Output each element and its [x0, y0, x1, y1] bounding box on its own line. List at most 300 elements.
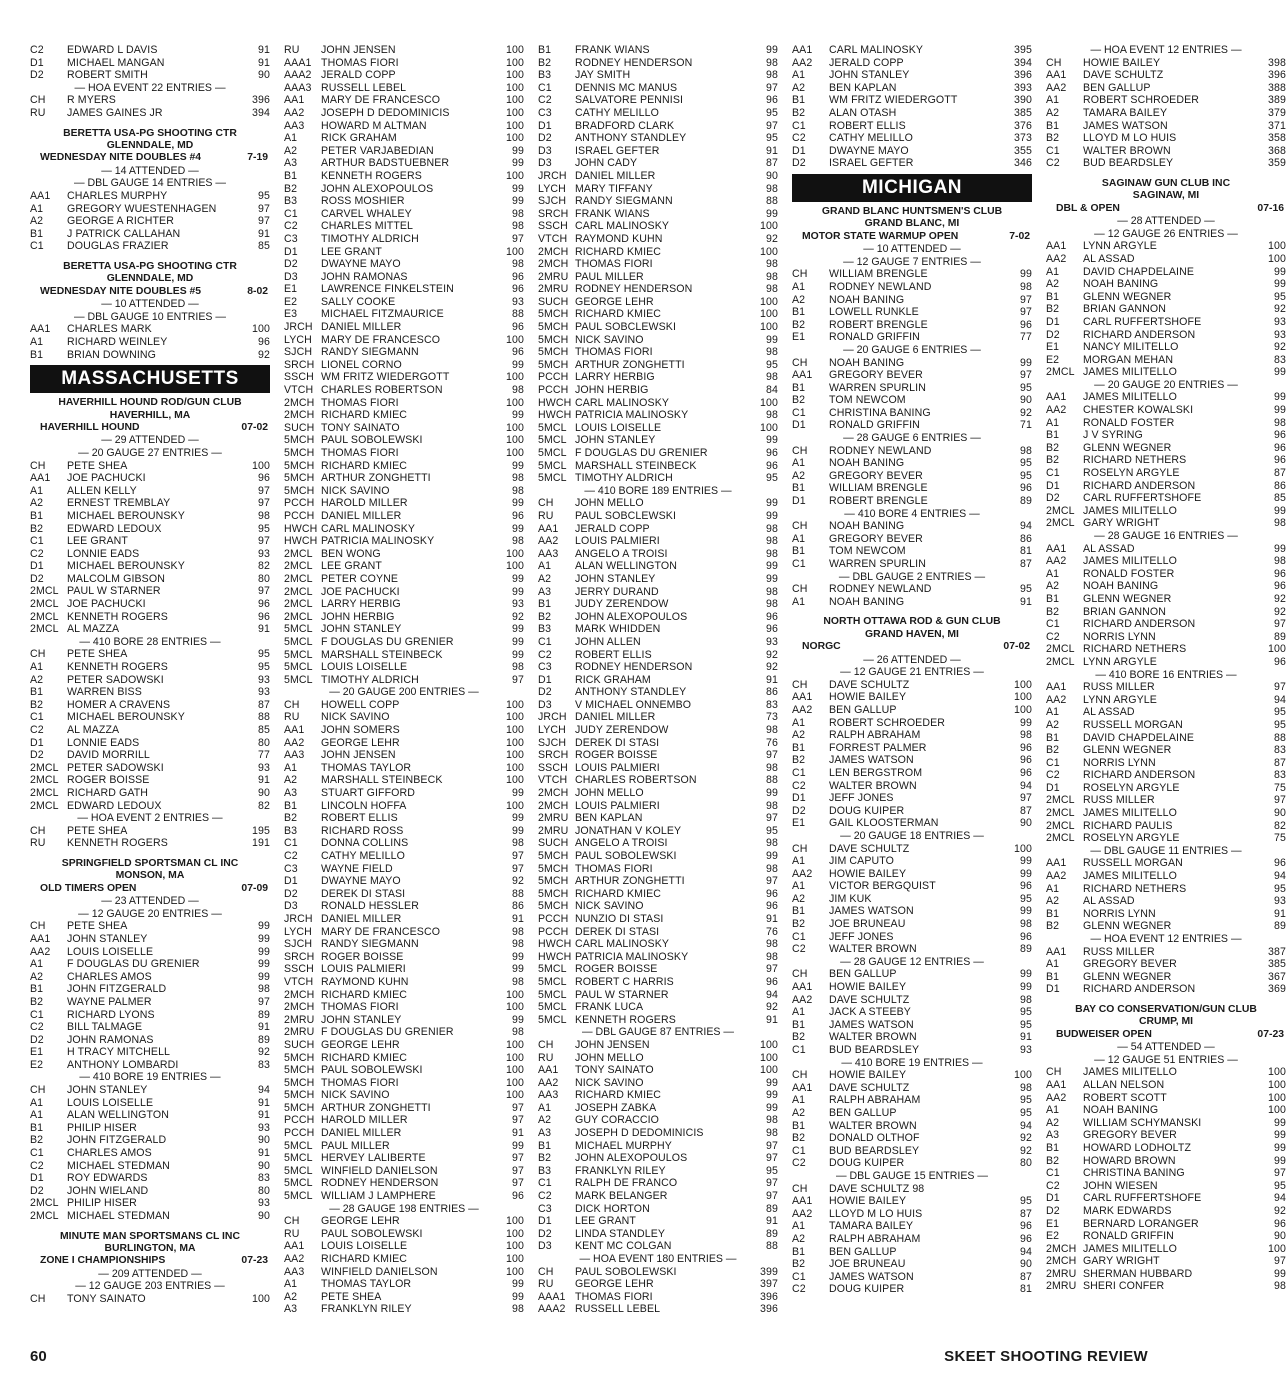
result-row: [1046, 391, 1286, 404]
class-code: CH: [538, 1038, 554, 1051]
result-row: [792, 495, 1032, 508]
class-code: C1: [792, 930, 806, 943]
result-row: [30, 686, 270, 699]
result-row: [284, 661, 524, 674]
score: 96: [1020, 1220, 1032, 1233]
result-row: [30, 648, 270, 661]
result-row: [538, 837, 778, 850]
class-code: B1: [792, 482, 806, 495]
result-row: [284, 649, 524, 662]
result-row: [538, 1177, 778, 1190]
event-divider: — HOA EVENT 12 ENTRIES —: [1090, 44, 1242, 56]
score: 95: [1274, 1179, 1286, 1192]
score: 96: [766, 975, 778, 988]
class-code: 5MCL: [538, 963, 567, 976]
shooter-name: LOUIS PALMIERI: [321, 963, 406, 976]
score: 399: [760, 1265, 778, 1278]
shooter-name: NORRIS LYNN: [1083, 756, 1156, 769]
shooter-name: LOUIS PALMIERI: [575, 535, 660, 548]
class-code: C1: [792, 1144, 806, 1157]
class-code: AA1: [792, 691, 813, 704]
class-code: CH: [792, 1069, 808, 1082]
class-code: D2: [792, 804, 806, 817]
class-code: SUCH: [538, 837, 569, 850]
shooter-name: RICHARD KMIEC: [321, 459, 408, 472]
score: 96: [766, 623, 778, 636]
result-row: [1046, 983, 1286, 996]
club-location: CRUMP, MI: [1138, 1016, 1194, 1028]
class-code: D1: [284, 875, 298, 888]
class-code: E1: [30, 1046, 44, 1059]
result-row: [284, 611, 524, 624]
class-code: 2MCL: [284, 547, 313, 560]
shooter-name: AL MAZZA: [67, 724, 120, 736]
score: 96: [512, 321, 524, 334]
class-code: A1: [538, 1101, 552, 1114]
score: 99: [766, 1089, 778, 1102]
result-row: [30, 737, 270, 750]
score: 97: [1274, 1167, 1286, 1180]
score: 94: [1020, 1245, 1032, 1258]
score: 87: [1274, 467, 1286, 480]
result-row: [538, 724, 778, 737]
result-row: [538, 271, 778, 284]
result-row: [284, 1102, 524, 1115]
result-row: [284, 1215, 524, 1228]
score: 100: [506, 1076, 524, 1089]
score: 100: [506, 81, 524, 94]
shooter-name: JOE BRUNEAU: [829, 1258, 906, 1271]
result-row: [1046, 807, 1286, 820]
score: 99: [512, 963, 524, 976]
score: 92: [1274, 605, 1286, 618]
shooter-name: PETE SHEA: [67, 648, 128, 661]
score: 100: [1268, 1242, 1286, 1255]
result-row: [284, 409, 524, 422]
score: 98: [766, 283, 778, 296]
event-divider: — 410 BORE 28 ENTRIES —: [79, 635, 221, 648]
shooter-name: CHARLES AMOS: [67, 970, 152, 983]
shooter-name: NICK SAVINO: [575, 333, 644, 346]
event-header: [792, 641, 1032, 653]
score: 395: [1014, 44, 1032, 56]
class-code: LYCH: [538, 724, 566, 737]
class-code: C2: [1046, 630, 1060, 643]
shooter-name: DICK HORTON: [575, 1202, 650, 1215]
result-row: [792, 1006, 1032, 1019]
shooter-name: JAMES WATSON: [1083, 119, 1168, 132]
result-row: [1046, 82, 1286, 95]
shooter-name: WALTER BROWN: [829, 1031, 917, 1044]
result-row: [30, 762, 270, 775]
score: 93: [1274, 328, 1286, 341]
score: 91: [766, 673, 778, 686]
result-row: [284, 762, 524, 775]
score: 98: [512, 484, 524, 497]
score: 98: [766, 950, 778, 963]
result-row: [284, 157, 524, 170]
shooter-name: WALTER BROWN: [1083, 144, 1171, 157]
result-row: [538, 812, 778, 825]
result-row: [538, 422, 778, 435]
result-row: [284, 1014, 524, 1027]
score: 96: [258, 472, 270, 485]
class-code: A1: [1046, 882, 1060, 895]
class-code: PCCH: [284, 497, 315, 510]
result-row: [30, 523, 270, 536]
result-row: [792, 817, 1032, 830]
result-row: [538, 825, 778, 838]
result-row: [538, 409, 778, 422]
class-code: AA2: [1046, 81, 1067, 94]
score: 91: [1274, 907, 1286, 920]
shooter-name: HOWARD BROWN: [1083, 1154, 1176, 1167]
class-code: C1: [1046, 756, 1060, 769]
score: 99: [512, 1278, 524, 1291]
score: 99: [1274, 265, 1286, 278]
class-code: AA2: [538, 535, 559, 548]
score: 99: [512, 182, 524, 195]
class-code: C1: [30, 535, 44, 548]
class-code: B2: [792, 1258, 806, 1271]
result-row: [538, 183, 778, 196]
shooter-name: JOHN STANLEY: [829, 69, 910, 82]
class-code: 5MCH: [284, 459, 315, 472]
result-row: [538, 888, 778, 901]
shooter-name: JOHN STANLEY: [575, 434, 656, 447]
score: 100: [1268, 1066, 1286, 1079]
result-row: [284, 485, 524, 498]
result-row: [1046, 732, 1286, 745]
result-row: [284, 321, 524, 334]
shooter-name: NICK SAVINO: [575, 1076, 644, 1089]
shooter-name: JEFF JONES: [829, 792, 894, 805]
shooter-name: DOUGLAS FRAZIER: [67, 240, 169, 253]
class-code: AA3: [284, 749, 305, 762]
shooter-name: RICHARD KMIEC: [575, 245, 662, 258]
score: 99: [512, 522, 524, 535]
class-code: C3: [538, 106, 552, 119]
class-code: D2: [30, 69, 44, 82]
result-row: [30, 485, 270, 498]
result-row: [792, 931, 1032, 944]
result-row: [538, 1127, 778, 1140]
class-code: C3: [538, 661, 552, 674]
shooter-name: CHARLES MURPHY: [67, 189, 168, 202]
result-row: [284, 208, 524, 221]
shooter-name: JAY SMITH: [575, 69, 631, 82]
result-row: [792, 82, 1032, 95]
class-code: PCCH: [284, 1127, 315, 1140]
event-divider: — 410 BORE 19 ENTRIES —: [841, 1056, 983, 1069]
shooter-name: JOE PACHUCKI: [67, 472, 146, 485]
shooter-name: BEN GALLUP: [829, 1245, 897, 1258]
result-row: [538, 863, 778, 876]
class-code: A1: [792, 1094, 806, 1107]
class-code: AA2: [284, 1253, 305, 1265]
score: 94: [258, 1084, 270, 1097]
shooter-name: RUSS MILLER: [1083, 794, 1155, 807]
score: 98: [512, 938, 524, 951]
result-row: [284, 220, 524, 233]
shooter-name: PAUL W STARNER: [575, 988, 669, 1001]
shooter-name: MARK BELANGER: [575, 1190, 668, 1203]
result-row: [538, 699, 778, 712]
result-row: [284, 586, 524, 599]
class-code: A2: [792, 1232, 806, 1245]
result-row: [1046, 278, 1286, 291]
score: 97: [512, 850, 524, 862]
class-code: 5MCH: [538, 321, 569, 334]
shooter-name: PHILIP HISER: [67, 1121, 137, 1134]
class-code: D2: [792, 157, 806, 170]
class-code: C1: [30, 1008, 44, 1021]
class-code: D2: [30, 572, 44, 585]
shooter-name: AL ASSAD: [1083, 895, 1135, 908]
event-divider: — 20 GAUGE 20 ENTRIES —: [1094, 378, 1238, 391]
result-row: [30, 336, 270, 349]
shooter-name: CARL MALINOSKY: [575, 396, 670, 409]
event-divider: — 20 GAUGE 200 ENTRIES —: [329, 686, 479, 699]
result-row: [284, 384, 524, 397]
class-code: C2: [30, 1159, 44, 1172]
class-code: CH: [30, 459, 46, 472]
class-code: D3: [538, 157, 552, 170]
score: 96: [1274, 580, 1286, 593]
shooter-name: GREGORY BEVER: [1083, 1129, 1177, 1142]
result-row: [30, 946, 270, 959]
score: 100: [1014, 842, 1032, 855]
class-code: C3: [538, 1202, 552, 1215]
result-row: [538, 560, 778, 573]
score: 100: [1268, 240, 1286, 253]
result-row: [284, 963, 524, 976]
class-code: 2MCL: [284, 560, 313, 573]
score: 89: [258, 1008, 270, 1021]
class-code: C2: [792, 132, 806, 145]
score: 97: [766, 1139, 778, 1152]
result-row: [538, 510, 778, 523]
result-row: [284, 183, 524, 196]
score: 99: [258, 945, 270, 958]
shooter-name: PATRICIA MALINOSKY: [321, 535, 435, 548]
class-code: PCCH: [538, 371, 569, 384]
score: 99: [1020, 981, 1032, 994]
class-code: PCCH: [284, 1114, 315, 1127]
class-code: 5MCH: [538, 900, 569, 913]
shooter-name: JOHN MELLO: [575, 1051, 644, 1064]
event-header: [1046, 203, 1286, 215]
result-row: [538, 900, 778, 913]
shooter-name: RUSS MILLER: [1083, 945, 1155, 958]
class-code: A1: [792, 457, 806, 470]
shooter-name: KENNETH ROGERS: [575, 1013, 676, 1026]
result-row: [30, 497, 270, 510]
shooter-name: RONALD GRIFFIN: [1083, 1230, 1174, 1243]
class-code: A2: [792, 81, 806, 94]
score: 97: [766, 749, 778, 762]
score: 99: [1020, 855, 1032, 868]
class-code: B3: [284, 195, 298, 208]
result-row: [538, 548, 778, 561]
result-row: [792, 457, 1032, 470]
shooter-name: ROBERT SCHROEDER: [829, 716, 945, 729]
class-code: A1: [792, 280, 806, 293]
result-row: [1046, 492, 1286, 505]
result-row: [792, 1283, 1032, 1296]
score: 100: [506, 434, 524, 447]
score: 98: [766, 862, 778, 875]
score: 83: [258, 1172, 270, 1185]
class-code: C2: [284, 220, 298, 233]
shooter-name: JERRY DURAND: [575, 585, 659, 598]
shooter-name: RICHARD KMIEC: [575, 308, 662, 321]
score: 100: [760, 308, 778, 321]
shooter-name: RICHARD KMIEC: [575, 1089, 662, 1102]
shooter-name: GEORGE LEHR: [321, 736, 400, 749]
event-date: 07-16: [1257, 202, 1284, 214]
class-code: 5MCH: [538, 862, 569, 875]
event-header: [792, 231, 1032, 243]
class-code: B1: [1046, 1141, 1060, 1154]
class-code: C1: [284, 837, 298, 850]
class-code: D1: [30, 560, 44, 573]
shooter-name: RONALD FOSTER: [1083, 567, 1175, 580]
class-code: 2MCL: [284, 598, 313, 611]
class-code: 2MCL: [30, 799, 59, 812]
result-row: [538, 598, 778, 611]
result-row: [1046, 1167, 1286, 1180]
shooter-name: JOHN FITZGERALD: [67, 983, 167, 996]
result-row: [792, 742, 1032, 755]
result-row: [792, 1157, 1032, 1170]
score: 89: [1274, 920, 1286, 933]
score: 88: [512, 887, 524, 900]
score: 98: [1274, 1280, 1286, 1293]
class-code: AA2: [792, 703, 813, 716]
score: 93: [512, 598, 524, 611]
class-code: C2: [792, 779, 806, 792]
score: 98: [766, 938, 778, 951]
event-name: BUDWEISER OPEN: [1056, 1028, 1152, 1040]
class-code: AA1: [284, 1240, 305, 1253]
result-row: [538, 963, 778, 976]
shooter-name: SHERMAN HUBBARD: [1083, 1267, 1193, 1280]
result-row: [538, 1102, 778, 1115]
publication-title: SKEET SHOOTING REVIEW: [944, 1348, 1148, 1365]
shooter-name: RUSSELL MORGAN: [1083, 857, 1183, 870]
score: 96: [1274, 454, 1286, 467]
score: 99: [258, 932, 270, 945]
score: 385: [1014, 106, 1032, 119]
score: 86: [512, 900, 524, 913]
score: 98: [766, 535, 778, 548]
result-row: [30, 1197, 270, 1210]
score: 93: [512, 295, 524, 308]
shooter-name: NICK SAVINO: [575, 900, 644, 913]
score: 98: [1274, 517, 1286, 530]
result-row: [1046, 568, 1286, 581]
result-row: [1046, 857, 1286, 870]
shooter-name: JOSEPH ZABKA: [575, 1101, 657, 1114]
class-code: C1: [538, 1177, 552, 1190]
result-row: [30, 44, 270, 57]
shooter-name: GLENN WEGNER: [1083, 290, 1172, 303]
result-row: [538, 195, 778, 208]
shooter-name: TIMOTHY ALDRICH: [575, 472, 673, 485]
result-row: [538, 1240, 778, 1253]
class-code: HWCH: [538, 950, 572, 963]
score: 100: [506, 736, 524, 749]
shooter-name: NORRIS LYNN: [1083, 630, 1156, 643]
score: 100: [506, 132, 524, 145]
score: 95: [766, 106, 778, 119]
class-code: HWCH: [538, 938, 572, 951]
class-code: AAA3: [284, 81, 312, 94]
shooter-name: MARSHALL STEINBECK: [575, 459, 697, 472]
shooter-name: PETER COYNE: [321, 572, 399, 585]
result-row: [538, 384, 778, 397]
shooter-name: BUD BEARDSLEY: [829, 1144, 920, 1157]
class-code: B1: [792, 905, 806, 918]
shooter-name: JUDY ZERENDOW: [575, 724, 669, 737]
shooter-name: GLENN WEGNER: [1083, 970, 1172, 983]
shooter-name: ALLEN KELLY: [67, 484, 137, 497]
result-row: [30, 724, 270, 737]
class-code: AA1: [30, 472, 51, 485]
result-row: [1046, 266, 1286, 279]
score: 100: [506, 698, 524, 711]
shooter-name: VICTOR BERGQUIST: [829, 880, 936, 893]
result-row: [284, 623, 524, 636]
class-code: D1: [792, 792, 806, 805]
shooter-name: AL ASSAD: [1083, 252, 1135, 265]
class-code: 5MCH: [538, 358, 569, 371]
class-code: AA1: [284, 724, 305, 737]
class-code: 2MRU: [284, 1026, 315, 1039]
shooter-name: ARTHUR BADSTUEBNER: [321, 157, 450, 170]
score: 98: [1020, 280, 1032, 293]
class-code: B2: [30, 1134, 44, 1147]
shooter-name: DAVE SCHULTZ: [829, 678, 910, 691]
result-row: [30, 774, 270, 787]
shooter-name: JOHN MELLO: [575, 787, 644, 800]
class-code: 5MCH: [538, 850, 569, 862]
class-code: B1: [1046, 592, 1060, 605]
score: 91: [766, 912, 778, 925]
result-row: [792, 981, 1032, 994]
score: 90: [258, 69, 270, 82]
score: 99: [766, 560, 778, 573]
result-row: [284, 989, 524, 1002]
event-header: [1046, 1029, 1286, 1041]
event-divider: — 14 ATTENDED —: [101, 164, 199, 177]
shooter-name: BEN KAPLAN: [829, 81, 897, 94]
class-code: B1: [792, 306, 806, 319]
result-row: [538, 258, 778, 271]
result-row: [1046, 744, 1286, 757]
class-code: B3: [538, 623, 552, 636]
result-row: [792, 482, 1032, 495]
shooter-name: BERNARD LORANGER: [1083, 1217, 1199, 1230]
class-code: D1: [30, 56, 44, 69]
result-row: [1046, 719, 1286, 732]
result-row: [284, 233, 524, 246]
class-code: AA2: [1046, 555, 1067, 568]
result-row: [538, 371, 778, 384]
class-code: SSCH: [538, 220, 568, 233]
class-code: C2: [538, 648, 552, 661]
